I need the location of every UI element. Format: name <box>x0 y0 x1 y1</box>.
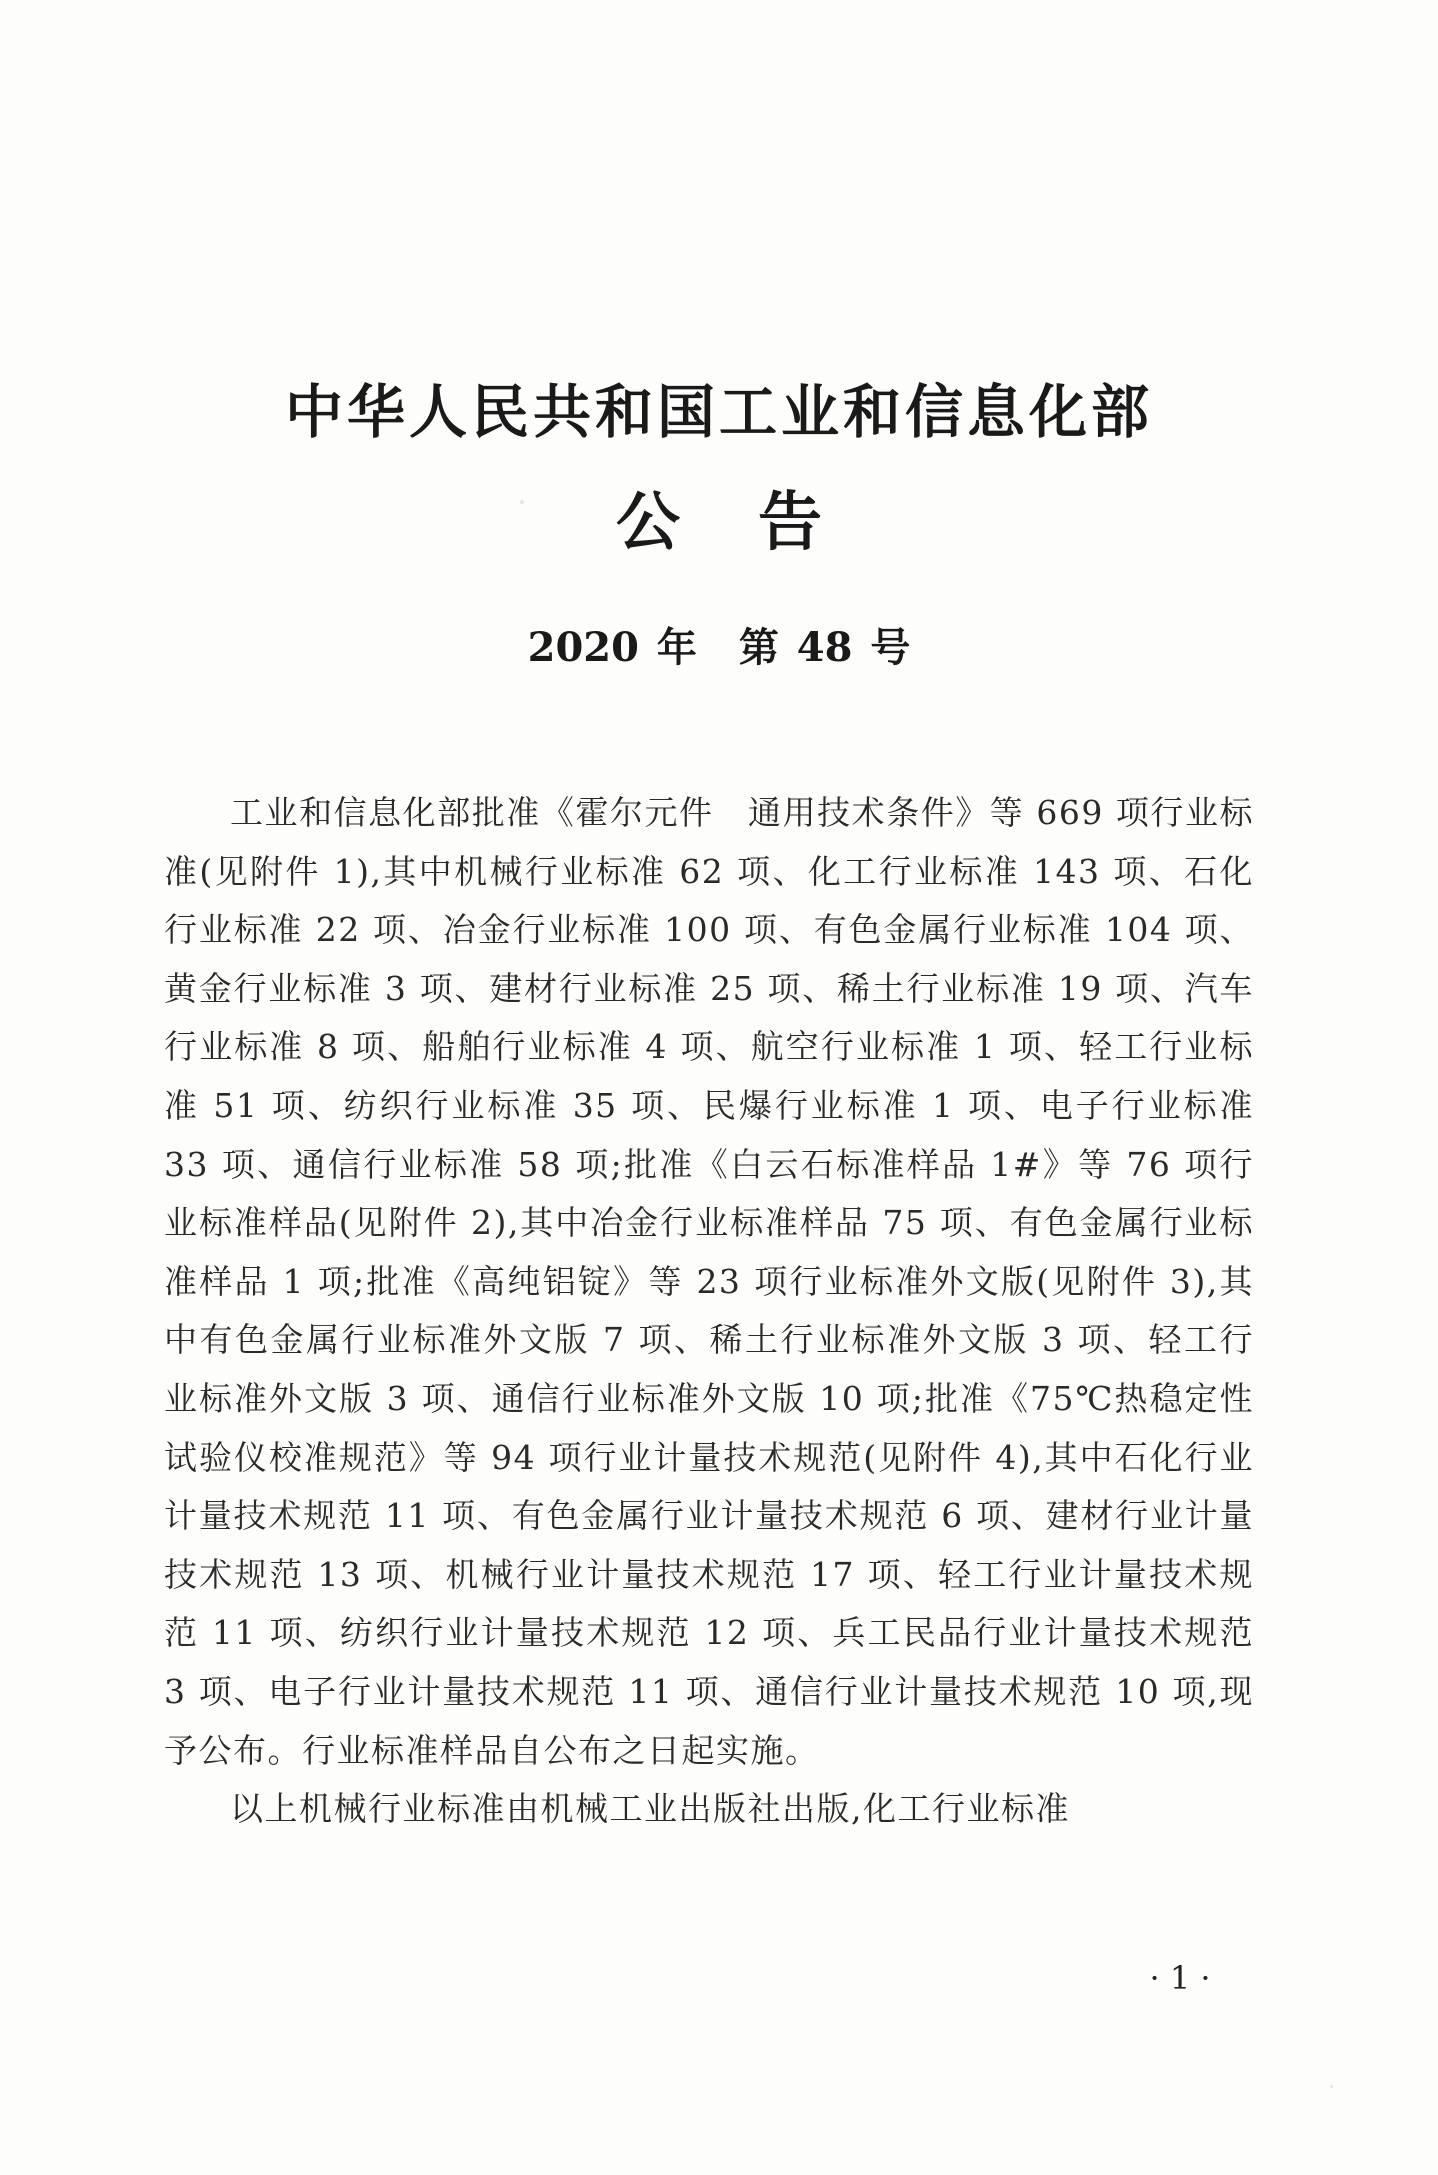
organization-title: 中华人民共和国工业和信息化部 <box>284 378 1153 446</box>
body-paragraph-2: 以上机械行业标准由机械工业出版社出版,化工行业标准 <box>230 1789 1070 1829</box>
issue-year: 2020 年 <box>527 624 697 671</box>
page-number: · 1 · <box>1149 1959 1211 1997</box>
scan-speck <box>1330 2085 1333 2088</box>
notice-title: 公告 <box>616 486 900 560</box>
issue-number: 第 48 号 <box>738 624 911 671</box>
issue-number-line <box>0 620 1438 676</box>
body-paragraph-1: 工业和信息化部批准《霍尔元件 通用技术条件》等 669 项行业标准(见附件 1),其中机械行业标准 62 项、化工行业标准 143 项、石化行业标准 22 项、冶金行业标准 100 项、有色金属行业标准 104 项、黄金行业标准 3 项、建材行业标准 25 项、稀土行业标准 19 项、汽车行业标准 8 项、船舶行业标准 4 项、航空行业标准 1 项、轻工行业标准 51 项、纺织行业标准 35 项、民爆行业标准 1 项、电子行业标准 33 项、通信行业标准 58 项;批准《白云石标准样品 1#》等 76 项行业标准样品(见附件 2),其中冶金行业标准样品 75 项、有色金属行业标准样品 1 项;批准《高纯铝锭》等 23 项行业标准外文版(见附件 3),其中有色金属行业标准外文版 7 项、稀土行业标准外文版 3 项、轻工行业标准外文版 3 项、通信行业标准外文版 10 项;批准《75℃热稳定性试验仪校准规范》等 94 项行业计量技术规范(见附件 4),其中石化行业计量技术规范 11 项、有色金属行业计量技术规范 6 项、建材行业计量技术规范 13 项、机械行业计量技术规范 17 项、轻工行业计量技术规范 11 项、纺织行业计量技术规范 12 项、兵工民品行业计量技术规范 3 项、电子行业计量技术规范 11 项、通信行业计量技术规范 10 项,现予公布。行业标准样品自公布之日起实施。 <box>164 793 1254 1770</box>
notice-body <box>164 784 1254 1839</box>
